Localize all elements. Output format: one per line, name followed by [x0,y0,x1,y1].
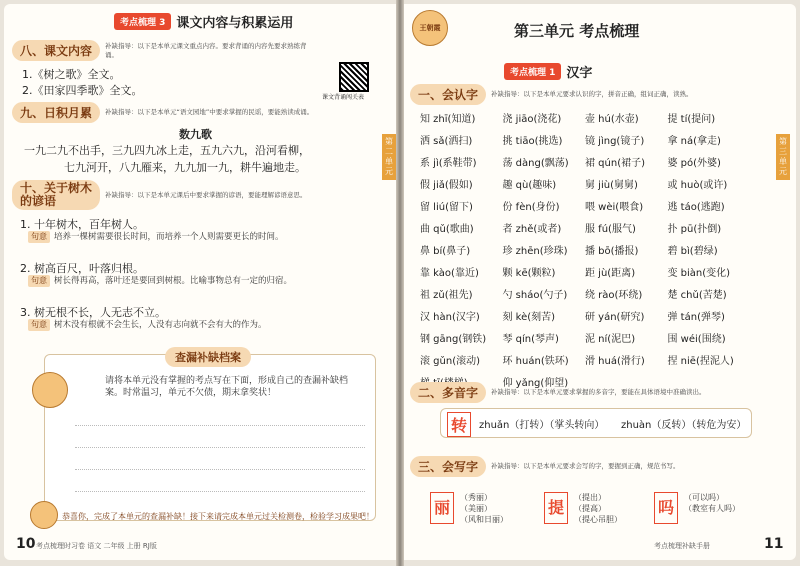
proverb-1-text: 培养一棵树需要很长时间，而培养一个人则需要更长的时间。 [54,232,284,242]
student-avatar [32,372,68,408]
write-char: 丽 [430,492,454,524]
word-item: 者 zhě(或者) [502,224,562,235]
polyphone-char: 转 [447,412,471,437]
word-item: 楚 chǔ(苦楚) [667,290,727,301]
proverb-3: 3. 树无根不长，人无志不立。 [20,306,166,319]
word-item: 服 fú(服气) [585,224,636,235]
proverb-2-meaning [28,275,383,287]
section-10-title-b: 的谚语 [20,194,57,208]
poem-line-1: 一九二九不出手，三九四九冰上走，五九六九，沿河看柳， [24,144,310,157]
word-item: 婆 pó(外婆) [667,158,721,169]
word-item: 浇 jiāo(浇花) [502,114,562,125]
word-item: 汉 hàn(汉字) [420,312,480,323]
unit-side-tab: 第二单元 [382,134,396,180]
book-gutter [396,0,404,566]
word-item: 仰 yǎng(仰望) [502,378,569,389]
write-char-2 [544,492,622,524]
right-header [504,62,592,81]
word-item: 颗 kē(颗粒) [502,268,556,279]
archive-title: 查漏补缺档案 [165,347,251,367]
writing-line[interactable] [75,425,365,426]
word-item: 提 tí(提问) [667,114,716,125]
brand-logo: 王朝霞 [412,10,448,46]
poem-title: 数九歌 [179,128,212,141]
page-number: 11 [764,536,784,552]
section-8 [12,40,310,61]
section-8-item-2: 2.《田家四季歌》全文。 [22,84,143,97]
word-item: 琴 qín(琴声) [502,334,559,345]
section-3-guide: 补缺指导：以下是本单元要求会写的字，要握到正确，规范书写。 [491,462,680,470]
write-word: （美丽） [460,504,492,513]
right-badge-title: 汉字 [566,66,593,81]
word-item: 捏 niē(捏泥人) [667,356,734,367]
word-item: 滑 huá(滑行) [585,356,645,367]
section-3-title: 三、会写字 [410,456,486,477]
word-item: 洒 sǎ(洒扫) [420,136,473,147]
poem-line-2: 七九河开，八九雁来，九九加一九，耕牛遍地走。 [64,161,306,174]
meaning-tag: 句意 [28,275,50,287]
unit-side-tab: 第三单元 [776,134,790,180]
right-page [404,4,796,560]
word-item: 知 zhī(知道) [420,114,476,125]
word-item: 拿 ná(拿走) [667,136,721,147]
proverb-3-meaning [28,319,383,331]
section-8-guide: 补缺指导：以下是本单元课文重点内容。要求背诵的内容先要求熟练背诵。 [105,41,307,59]
section-2 [410,382,751,403]
qr-label: 课文背诵闯关表 [322,94,365,101]
write-char-1 [430,492,508,524]
unit-title: 第三单元 考点梳理 [514,22,640,40]
left-badge: 考点梳理 3 [114,13,171,30]
left-title: 课文内容与积累运用 [176,16,294,31]
word-item: 靠 kào(靠近) [420,268,479,279]
write-word: （提心吊胆） [574,515,622,524]
section-1 [410,84,761,105]
section-10-title-a: 十、关于树木 [20,181,93,195]
proverb-2-text: 树长得再高，落叶还是要回到树根。比喻事物总有一定的归宿。 [54,276,293,286]
word-item: 挑 tiāo(挑选) [502,136,563,147]
section-1-guide: 补缺指导：以下是本单元要求认识的字，拼音正确，组词正确，读熟。 [491,90,693,98]
student-avatar [30,501,58,529]
section-10 [12,180,320,210]
writing-line[interactable] [75,491,365,492]
left-page [4,4,396,560]
word-item: 荡 dàng(飘荡) [502,158,569,169]
word-item: 曲 qǔ(歌曲) [420,224,474,235]
word-item: 泥 ní(泥巴) [585,334,636,345]
write-word: （教室有人吗） [684,504,740,513]
polyphone-box [440,408,752,438]
section-3 [410,456,761,477]
word-item: 弹 tán(弹琴) [667,312,725,323]
archive-box [44,351,376,521]
archive-text: 请将本单元没有掌握的考点写在下面，形成自己的查漏补缺档案。时常温习，单元不欠债，期末拿奖状！ [105,376,349,398]
section-10-guide: 补缺指导：以下是本单元课后中要求掌握的谚语，要能理解谚语意思。 [105,190,307,199]
word-item: 或 huò(或许) [667,180,728,191]
word-item: 裙 qún(裙子) [585,158,646,169]
section-2-title: 二、多音字 [410,382,486,403]
word-item: 份 fèn(身份) [502,202,560,213]
word-item: 珍 zhēn(珍珠) [502,246,568,257]
writing-line[interactable] [75,447,365,448]
page-footer: 考点梳理时习卷 语文 二年级 上册 RJ版 [36,542,157,550]
word-item: 播 bō(播报) [585,246,639,257]
write-char: 吗 [654,492,678,524]
proverb-3-text: 树木没有根就不会生长，人没有志向就不会有大的作为。 [54,320,267,330]
section-9-guide: 补缺指导：以下是本单元“语文园地”中要求掌握的民谣，要能熟读成诵。 [105,108,314,116]
write-char-3 [654,492,740,524]
word-item: 变 biàn(变化) [667,268,731,279]
write-word: （提出） [574,493,606,502]
word-item: 逃 táo(逃跑) [667,202,725,213]
word-item: 滚 gǔn(滚动) [420,356,481,367]
word-item: 扑 pū(扑倒) [667,224,722,235]
word-item: 刻 kè(刻苦) [502,312,556,323]
section-10-title [12,180,100,210]
section-2-guide: 补缺指导：以下是本单元要求掌握的多音字，要能在具体语境中准确读出。 [491,388,706,396]
bottom-message: 恭喜你，完成了本单元的查漏补缺！接下来请完成本单元过关检测卷，检验学习成果吧！ [62,512,374,521]
write-char-words [684,492,774,514]
section-1-title: 一、会认字 [410,84,486,105]
word-item: 研 yán(研究) [585,312,645,323]
word-item: 系 jì(系鞋带) [420,158,477,169]
writing-line[interactable] [75,469,365,470]
word-item: 壶 hú(水壶) [585,114,639,125]
section-8-item-1: 1.《树之歌》全文。 [22,68,121,81]
word-item: 祖 zǔ(祖先) [420,290,473,301]
word-item: 钢 gāng(钢铁) [420,334,487,345]
write-word: （风和日丽） [460,515,508,524]
word-item: 留 liú(留下) [420,202,473,213]
proverb-1-meaning [28,231,383,243]
word-item: 环 huán(铁环) [502,356,569,367]
section-9 [12,102,345,123]
page-footer: 考点梳理补缺手册 [654,542,710,550]
left-header [114,12,293,31]
word-item: 绕 rào(环绕) [585,290,643,301]
word-item: 趣 qù(趣味) [502,180,557,191]
right-badge: 考点梳理 1 [504,63,561,80]
write-char: 提 [544,492,568,524]
word-grid [420,110,750,389]
word-item: 碧 bì(碧绿) [667,246,718,257]
write-word: （秀丽） [460,493,492,502]
write-char-words [574,492,654,525]
proverb-2: 2. 树高百尺，叶落归根。 [20,262,144,275]
meaning-tag: 句意 [28,319,50,331]
section-8-title: 八、课文内容 [12,40,100,61]
qr-code [339,62,369,92]
word-item: 镜 jìng(镜子) [585,136,645,147]
word-item: 围 wéi(围绕) [667,334,726,345]
write-word: （可以吗） [684,493,724,502]
page-number: 10 [16,536,36,552]
polyphone-reading-2: zhuàn（反转）（转危为安） [621,420,747,431]
polyphone-reading-1: zhuǎn（打转）（掌头转向） [479,420,605,431]
word-item: 假 jiǎ(假如) [420,180,473,191]
word-item: 距 jù(距离) [585,268,636,279]
write-word: （提高） [574,504,606,513]
section-9-title: 九、日积月累 [12,102,100,123]
meaning-tag: 句意 [28,231,50,243]
word-item: 鼻 bí(鼻子) [420,246,471,257]
word-item: 勺 sháo(勺子) [502,290,568,301]
write-char-words [460,492,540,525]
word-item: 喂 wèi(喂食) [585,202,644,213]
word-item: 舅 jiù(舅舅) [585,180,638,191]
proverb-1: 1. 十年树木，百年树人。 [20,218,144,231]
